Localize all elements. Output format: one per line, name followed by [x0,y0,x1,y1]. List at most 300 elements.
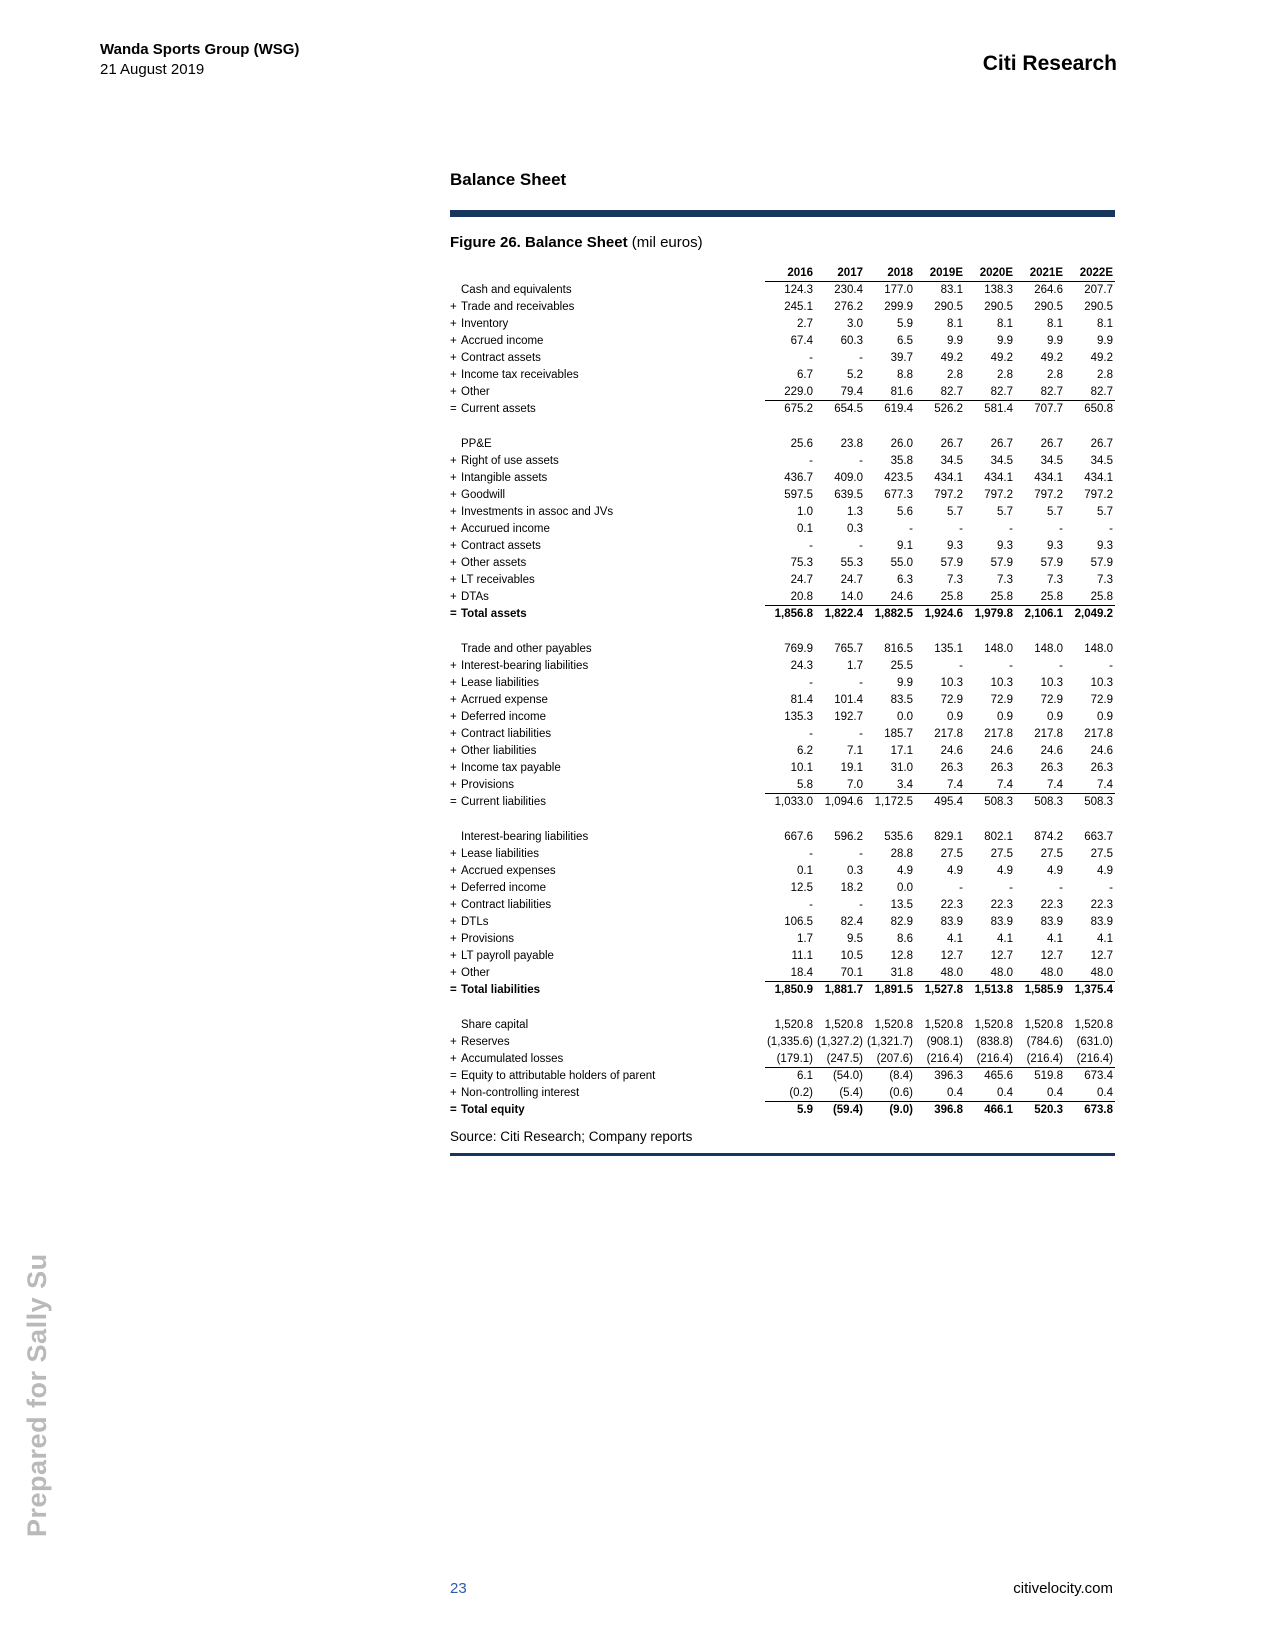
table-row [450,572,1115,589]
row-values [765,555,1115,572]
value-cell: 1,520.8 [874,1019,913,1031]
row-label: + Other liabilities [450,745,537,757]
value-cell: 535.6 [884,831,913,843]
value-cell: 24.6 [1040,745,1063,757]
value-cell: 27.5 [990,848,1013,860]
citi-research-logo: Citi Research [982,52,1117,75]
value-cell: 1,881.7 [824,984,863,996]
value-cell: 4.9 [1097,865,1113,877]
row-values [765,931,1115,948]
value-cell: - [859,848,863,860]
value-cell: 245.1 [784,301,813,313]
value-cell: 12.5 [790,882,813,894]
value-cell: 6.3 [897,574,913,586]
value-cell: 26.7 [1090,438,1113,450]
value-cell: 27.5 [1040,848,1063,860]
value-cell: - [959,523,963,535]
row-values [765,692,1115,709]
value-cell: 22.3 [1090,899,1113,911]
value-cell: 6.7 [797,369,813,381]
value-cell: 667.6 [784,831,813,843]
row-label: Trade and other payables [461,643,592,655]
value-cell: 83.5 [890,694,913,706]
value-cell: - [809,677,813,689]
value-cell: 508.3 [984,796,1013,808]
value-cell: 654.5 [834,403,863,415]
value-cell: (216.4) [1026,1053,1063,1065]
value-cell: 49.2 [1040,352,1063,364]
value-cell: 12.8 [890,950,913,962]
value-cell: 185.7 [884,728,913,740]
value-cell: 5.2 [847,369,863,381]
value-cell: 49.2 [1090,352,1113,364]
value-cell: 0.0 [897,711,913,723]
value-cell: 5.7 [997,506,1013,518]
row-label: + Other [450,967,490,979]
value-cell: 797.2 [1084,489,1113,501]
value-cell: 26.3 [1090,762,1113,774]
row-label: + Goodwill [450,489,506,501]
value-cell: 1,172.5 [874,796,913,808]
value-cell: - [859,455,863,467]
value-cell: 10.1 [790,762,813,774]
row-label: + Deferred income [450,882,547,894]
value-cell: 9.9 [1097,335,1113,347]
value-cell: 816.5 [884,643,913,655]
value-cell: 8.1 [1097,318,1113,330]
page-number: 23 [450,1580,467,1597]
row-values [765,316,1115,333]
value-cell: 4.9 [997,865,1013,877]
value-cell: 6.5 [897,335,913,347]
row-values [765,487,1115,504]
row-label: + Provisions [450,779,515,791]
table-row [450,367,1115,384]
row-label: + Accumulated losses [450,1053,564,1065]
value-cell: 22.3 [940,899,963,911]
value-cell: 192.7 [834,711,863,723]
value-cell: 25.8 [940,591,963,603]
value-cell: - [809,540,813,552]
value-cell: (179.1) [776,1053,813,1065]
value-cell: 10.3 [990,677,1013,689]
value-cell: 82.7 [940,386,963,398]
value-cell: 5.9 [797,1104,813,1116]
value-cell: - [909,523,913,535]
row-label: Interest-bearing liabilities [461,831,589,843]
value-cell: - [859,728,863,740]
value-cell: - [809,728,813,740]
value-cell: 10.3 [940,677,963,689]
value-cell: 72.9 [940,694,963,706]
value-cell: 18.4 [790,967,813,979]
value-cell: 82.7 [990,386,1013,398]
table-row [450,658,1115,675]
value-cell: 7.3 [947,574,963,586]
table-row [450,692,1115,709]
doc-header [100,40,299,80]
value-cell: 25.8 [990,591,1013,603]
value-cell: 229.0 [784,386,813,398]
prepared-for-watermark: Prepared for Sally Su [22,1253,52,1537]
value-cell: 25.6 [790,438,813,450]
row-values [765,282,1115,299]
value-cell: 75.3 [790,557,813,569]
table-row [450,350,1115,367]
row-label: + Accurued income [450,523,550,535]
value-cell: 19.1 [840,762,863,774]
value-cell: 49.2 [990,352,1013,364]
value-cell: 2.8 [1097,369,1113,381]
row-values [765,948,1115,965]
value-cell: 276.2 [834,301,863,313]
value-cell: (216.4) [1076,1053,1113,1065]
value-cell: 148.0 [984,643,1013,655]
value-cell: 8.1 [1047,318,1063,330]
value-cell: 1,375.4 [1074,984,1113,996]
value-cell: 177.0 [884,284,913,296]
value-cell: 27.5 [940,848,963,860]
figure-caption [450,234,1115,251]
value-cell: 0.9 [1097,711,1113,723]
value-cell: 1,520.8 [1074,1019,1113,1031]
value-cell: 1,585.9 [1024,984,1063,996]
table-row [450,897,1115,914]
row-values [765,709,1115,726]
value-cell: 663.7 [1084,831,1113,843]
value-cell: 2.8 [947,369,963,381]
value-cell: 1,924.6 [924,608,963,620]
row-values [765,333,1115,350]
value-cell: 82.7 [1090,386,1113,398]
value-cell: 12.7 [990,950,1013,962]
value-cell: 39.7 [890,352,913,364]
value-cell: 1,094.6 [824,796,863,808]
value-cell: 5.8 [797,779,813,791]
value-cell: (908.1) [926,1036,963,1048]
row-label: + DTLs [450,916,489,928]
value-cell: 0.3 [847,865,863,877]
row-label: + Other [450,386,490,398]
table-row [450,743,1115,760]
value-cell: 217.8 [984,728,1013,740]
table-row [450,384,1115,401]
value-cell: 673.4 [1084,1070,1113,1082]
row-label: + Investments in assoc and JVs [450,506,614,518]
value-cell: 2,049.2 [1074,608,1113,620]
row-label: + Contract assets [450,352,541,364]
column-header: 2018 [887,267,913,279]
value-cell: 24.6 [990,745,1013,757]
row-values [765,829,1115,846]
figure-caption-unit: (mil euros) [631,234,703,251]
value-cell: 31.8 [890,967,913,979]
table-row [450,282,1115,299]
table-row [450,829,1115,846]
row-values [765,453,1115,470]
value-cell: (0.2) [789,1087,813,1099]
row-values [765,589,1115,606]
value-cell: 434.1 [984,472,1013,484]
value-cell: - [1109,523,1113,535]
row-label: = Current liabilities [450,796,547,808]
bottom-accent-rule [450,1153,1115,1156]
row-values [765,538,1115,555]
value-cell: 82.7 [1040,386,1063,398]
value-cell: 1.3 [847,506,863,518]
row-label: + Contract liabilities [450,728,552,740]
row-label: + Deferred income [450,711,547,723]
value-cell: 7.4 [1047,779,1063,791]
value-cell: 290.5 [1084,301,1113,313]
row-label: + Lease liabilities [450,677,539,689]
value-cell: 26.7 [990,438,1013,450]
value-cell: 1,882.5 [874,608,913,620]
value-cell: 0.4 [997,1087,1013,1099]
row-label: + Interest-bearing liabilities [450,660,589,672]
value-cell: - [1009,882,1013,894]
value-cell: 12.7 [1040,950,1063,962]
value-cell: 57.9 [1040,557,1063,569]
value-cell: 57.9 [990,557,1013,569]
value-cell: 299.9 [884,301,913,313]
value-cell: 79.4 [840,386,863,398]
row-values [765,1034,1115,1051]
value-cell: 82.4 [840,916,863,928]
value-cell: 5.6 [897,506,913,518]
row-label: PP&E [461,438,492,450]
value-cell: 81.4 [790,694,813,706]
value-cell: 290.5 [1034,301,1063,313]
table-row [450,606,1115,623]
value-cell: 48.0 [1090,967,1113,979]
row-label: + Non-controlling interest [450,1087,580,1099]
content-column [450,170,1115,1156]
table-row [450,777,1115,794]
column-header: 2017 [837,267,863,279]
table-row [450,1051,1115,1068]
value-cell: 7.4 [947,779,963,791]
value-cell: 650.8 [1084,403,1113,415]
row-values [765,572,1115,589]
value-cell: 1,822.4 [824,608,863,620]
value-cell: 5.7 [1047,506,1063,518]
value-cell: 508.3 [1084,796,1113,808]
value-cell: 1,513.8 [974,984,1013,996]
value-cell: 230.4 [834,284,863,296]
value-cell: 290.5 [984,301,1013,313]
value-cell: 465.6 [984,1070,1013,1082]
table-row [450,521,1115,538]
row-values [765,863,1115,880]
value-cell: 138.3 [984,284,1013,296]
row-values [765,265,1115,282]
table-row [450,453,1115,470]
row-values [765,1017,1115,1034]
value-cell: 5.9 [897,318,913,330]
value-cell: 217.8 [934,728,963,740]
row-label: = Equity to attributable holders of parent [450,1070,656,1082]
table-row [450,846,1115,863]
value-cell: 4.9 [897,865,913,877]
value-cell: 520.3 [1034,1104,1063,1116]
value-cell: 7.3 [997,574,1013,586]
table-row [450,914,1115,931]
value-cell: - [809,899,813,911]
value-cell: 396.8 [934,1104,963,1116]
row-label: + Inventory [450,318,509,330]
value-cell: 797.2 [984,489,1013,501]
value-cell: 673.8 [1084,1104,1113,1116]
value-cell: - [1109,660,1113,672]
value-cell: 7.3 [1047,574,1063,586]
value-cell: 8.8 [897,369,913,381]
value-cell: 26.7 [1040,438,1063,450]
row-values [765,846,1115,863]
value-cell: (631.0) [1076,1036,1113,1048]
row-label: + Lease liabilities [450,848,539,860]
value-cell: 82.9 [890,916,913,928]
value-cell: 2.8 [997,369,1013,381]
row-label: Cash and equivalents [461,284,572,296]
value-cell: 0.0 [897,882,913,894]
value-cell: 72.9 [990,694,1013,706]
table-row [450,504,1115,521]
value-cell: 5.7 [947,506,963,518]
value-cell: 1,033.0 [774,796,813,808]
value-cell: 423.5 [884,472,913,484]
value-cell: 264.6 [1034,284,1063,296]
value-cell: 4.9 [1047,865,1063,877]
value-cell: 707.7 [1034,403,1063,415]
value-cell: 24.6 [890,591,913,603]
value-cell: 396.3 [934,1070,963,1082]
row-values [765,914,1115,931]
column-header: 2016 [787,267,813,279]
value-cell: 81.6 [890,386,913,398]
value-cell: 12.7 [940,950,963,962]
value-cell: 1,520.8 [824,1019,863,1031]
row-label: + Trade and receivables [450,301,575,313]
value-cell: 12.7 [1090,950,1113,962]
row-values [765,794,1115,811]
value-cell: 72.9 [1090,694,1113,706]
table-row [450,1085,1115,1102]
value-cell: 25.8 [1040,591,1063,603]
value-cell: 765.7 [834,643,863,655]
row-values [765,299,1115,316]
value-cell: 677.3 [884,489,913,501]
top-accent-rule [450,210,1115,217]
value-cell: 495.4 [934,796,963,808]
value-cell: 57.9 [940,557,963,569]
value-cell: 6.1 [797,1070,813,1082]
value-cell: (838.8) [976,1036,1013,1048]
value-cell: 26.0 [890,438,913,450]
value-cell: 1.7 [847,660,863,672]
citivelocity-link[interactable]: citivelocity.com [1013,1580,1113,1597]
value-cell: 1,856.8 [774,608,813,620]
table-row [450,1034,1115,1051]
value-cell: 83.9 [990,916,1013,928]
row-label: + Provisions [450,933,515,945]
value-cell: 34.5 [1040,455,1063,467]
value-cell: - [1059,660,1063,672]
row-values [765,436,1115,453]
row-values [765,521,1115,538]
table-row [450,880,1115,897]
table-row [450,794,1115,811]
value-cell: 48.0 [990,967,1013,979]
value-cell: 35.8 [890,455,913,467]
section-title: Balance Sheet [450,170,567,189]
row-label: + Right of use assets [450,455,559,467]
value-cell: 67.4 [790,335,813,347]
value-cell: 135.1 [934,643,963,655]
value-cell: 28.8 [890,848,913,860]
value-cell: - [859,677,863,689]
value-cell: 8.1 [997,318,1013,330]
row-values [765,658,1115,675]
value-cell: 83.1 [940,284,963,296]
value-cell: 10.3 [1090,677,1113,689]
value-cell: 802.1 [984,831,1013,843]
value-cell: 25.5 [890,660,913,672]
value-cell: 48.0 [1040,967,1063,979]
value-cell: 519.8 [1034,1070,1063,1082]
row-label: = Total equity [450,1104,525,1116]
value-cell: 135.3 [784,711,813,723]
table-row [450,589,1115,606]
value-cell: 0.3 [847,523,863,535]
value-cell: 0.9 [997,711,1013,723]
value-cell: 7.1 [847,745,863,757]
value-cell: 797.2 [1034,489,1063,501]
row-values [765,350,1115,367]
value-cell: (207.6) [876,1053,913,1065]
value-cell: 581.4 [984,403,1013,415]
row-values [765,777,1115,794]
value-cell: 639.5 [834,489,863,501]
value-cell: 9.3 [1097,540,1113,552]
row-values [765,384,1115,401]
value-cell: 874.2 [1034,831,1063,843]
value-cell: 24.6 [1090,745,1113,757]
value-cell: 55.3 [840,557,863,569]
value-cell: 13.5 [890,899,913,911]
value-cell: (59.4) [832,1104,863,1116]
value-cell: 434.1 [934,472,963,484]
value-cell: 1.7 [797,933,813,945]
value-cell: 9.5 [847,933,863,945]
value-cell: 31.0 [890,762,913,774]
row-values [765,641,1115,658]
value-cell: 9.9 [997,335,1013,347]
value-cell: (0.6) [889,1087,913,1099]
table-row [450,982,1115,999]
row-values [765,897,1115,914]
value-cell: 0.1 [797,523,813,535]
value-cell: 434.1 [1034,472,1063,484]
row-label: + Reserves [450,1036,510,1048]
table-row [450,555,1115,572]
value-cell: (216.4) [976,1053,1013,1065]
value-cell: 217.8 [1034,728,1063,740]
column-header: 2021E [1029,267,1063,279]
row-label [450,265,765,282]
value-cell: 2,106.1 [1024,608,1063,620]
row-values [765,965,1115,982]
